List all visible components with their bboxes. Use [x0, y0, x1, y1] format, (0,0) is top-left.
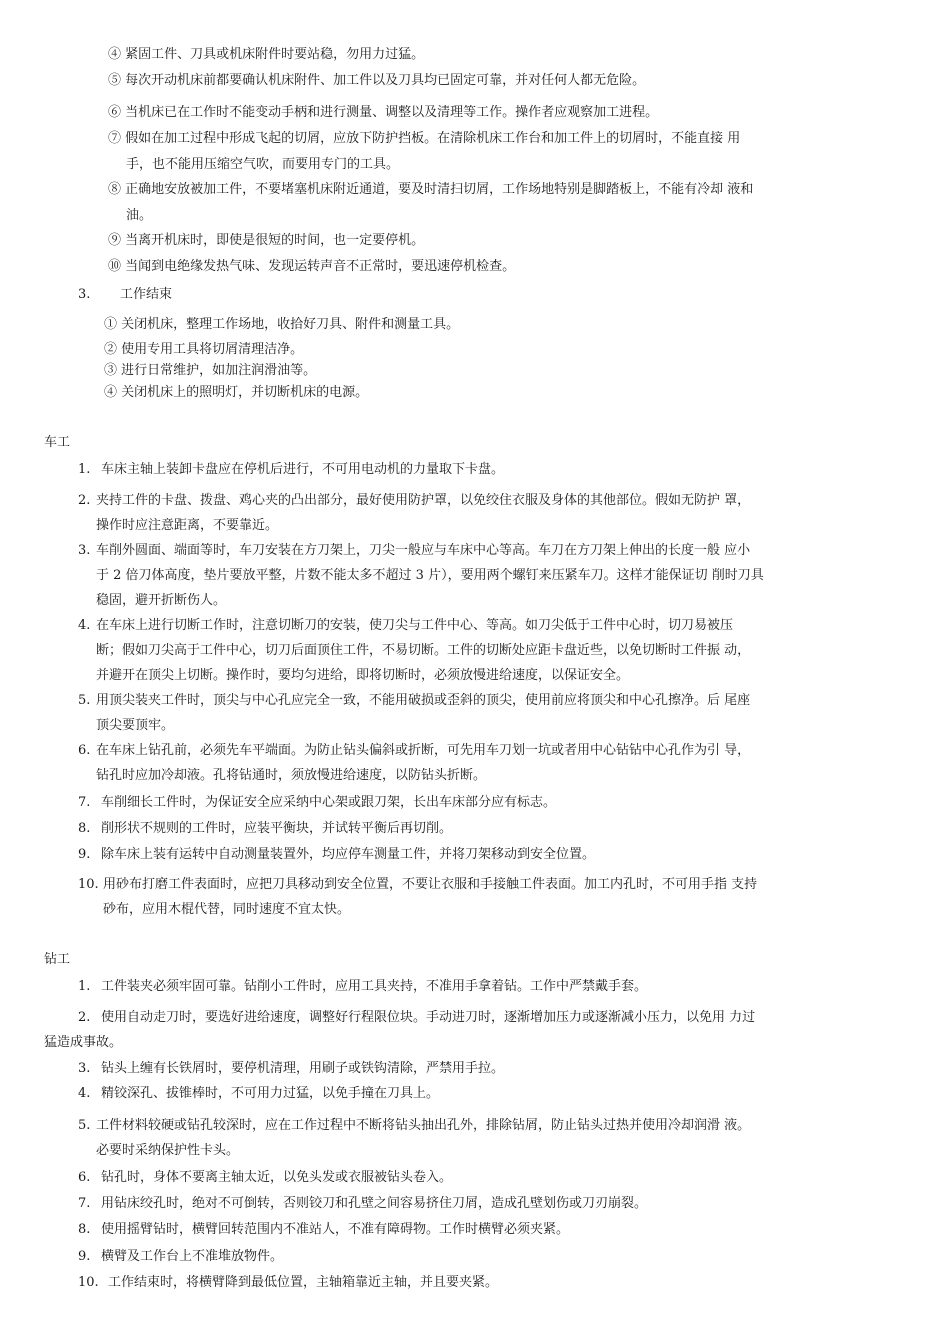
lathe-item-3: 车削外圆面、端面等时，车刀安装在方刀架上，刀尖一般应与车床中心等高。车刀在方刀架上伸出的长度一般 应小 [96, 543, 751, 558]
drill-num-6: 6. [78, 1170, 91, 1185]
drill-item-3: 钻头上缠有长铁屑时，要停机清理，用刷子或铁钩清除，严禁用手拉。 [101, 1061, 505, 1076]
lathe-item-4-cont: 断；假如刀尖高于工件中心，切刀后面顶住工件，不易切断。工件的切断处应距卡盘近些，以免切断时工件振 动， [96, 643, 751, 658]
drill-num-4: 4. [78, 1086, 91, 1101]
section3-number: 3. [78, 287, 91, 302]
section3-item-3: ③ 进行日常维护，如加注润滑油等。 [104, 363, 317, 378]
lathe-num-1: 1. [78, 462, 91, 477]
lathe-num-6: 6. [78, 743, 91, 758]
top-item-7-cont: 手，也不能用压缩空气吹，而要用专门的工具。 [126, 157, 400, 172]
drill-num-1: 1. [78, 979, 91, 994]
drill-item-4: 精铰深孔、拔锥棒时，不可用力过猛，以免手撞在刀具上。 [101, 1086, 440, 1101]
lathe-item-7: 车削细长工件时，为保证安全应采纳中心架或跟刀架，长出车床部分应有标志。 [101, 795, 557, 810]
section3-title: 工作结束 [120, 287, 173, 302]
drill-item-8: 使用摇臂钻时，横臂回转范围内不准站人，不准有障碍物。工作时横臂必须夹紧。 [101, 1222, 570, 1237]
lathe-item-6-cont: 钻孔时应加冷却液。孔将钻通时，须放慢进给速度，以防钻头折断。 [96, 768, 487, 783]
lathe-item-9: 除车床上装有运转中自动测量装置外，均应停车测量工件，并将刀架移动到安全位置。 [101, 847, 596, 862]
section3-item-4: ④ 关闭机床上的照明灯，并切断机床的电源。 [104, 385, 369, 400]
drill-num-7: 7. [78, 1196, 91, 1211]
lathe-item-5-cont: 顶尖要顶牢。 [96, 718, 175, 733]
lathe-item-4: 在车床上进行切断工作时，注意切断刀的安装，使刀尖与工件中心、等高。如刀尖低于工件中心时，切刀易被压 [96, 618, 734, 633]
drill-item-2-cont: 猛造成事故。 [44, 1035, 123, 1050]
lathe-item-2: 夹持工件的卡盘、拨盘、鸡心夹的凸出部分，最好使用防护罩，以免绞住衣服及身体的其他部位。假如无防护 罩， [96, 493, 751, 508]
lathe-num-9: 9. [78, 847, 91, 862]
top-item-9: ⑨ 当离开机床时，即使是很短的时间，也一定要停机。 [108, 233, 425, 248]
top-item-8-cont: 油。 [126, 208, 153, 223]
drill-num-3: 3. [78, 1061, 91, 1076]
drill-heading: 钻工 [44, 952, 71, 967]
lathe-item-1: 车床主轴上装卸卡盘应在停机后进行，不可用电动机的力量取下卡盘。 [101, 462, 505, 477]
lathe-num-3: 3. [78, 543, 91, 558]
lathe-item-4-cont: 并避开在顶尖上切断。操作时，要均匀进给，即将切断时，必须放慢进给速度，以保证安全。 [96, 668, 630, 683]
drill-item-9: 横臂及工作台上不准堆放物件。 [101, 1249, 284, 1264]
drill-item-7: 用钻床绞孔时，绝对不可倒转，否则铰刀和孔壁之间容易挤住刀屑，造成孔壁划伤或刀刃崩裂。 [101, 1196, 648, 1211]
top-item-10: ⑩ 当闻到电绝缘发热气味、发现运转声音不正常时，要迅速停机检查。 [108, 259, 516, 274]
lathe-item-3-cont: 稳固，避开折断伤人。 [96, 593, 227, 608]
lathe-item-10-cont: 砂布，应用木棍代替，同时速度不宜太快。 [103, 902, 351, 917]
top-item-5: ⑤ 每次开动机床前都要确认机床附件、加工件以及刀具均已固定可靠，并对任何人都无危险。 [108, 73, 646, 88]
top-item-8: ⑧ 正确地安放被加工件，不要堵塞机床附近通道，要及时清扫切屑，工作场地特别是脚踏板上，不能有冷却 液和 [108, 182, 754, 197]
top-item-6: ⑥ 当机床已在工作时不能变动手柄和进行测量、调整以及清理等工作。操作者应观察加工进程。 [108, 105, 659, 120]
lathe-heading: 车工 [44, 435, 71, 450]
lathe-num-7: 7. [78, 795, 91, 810]
drill-num-5: 5. [78, 1118, 91, 1133]
lathe-item-3-cont: 于 2 倍刀体高度，垫片要放平整，片数不能太多不超过 3 片），要用两个螺钉来压紧车刀。这样才能保证切 削时刀具 [96, 568, 764, 583]
top-item-4: ④ 紧固工件、刀具或机床附件时要站稳，勿用力过猛。 [108, 47, 425, 62]
drill-num-2: 2. [78, 1010, 91, 1025]
drill-num-10: 10. [78, 1275, 99, 1290]
lathe-num-5: 5. [78, 693, 91, 708]
drill-item-1: 工件装夹必须牢固可靠。钻削小工件时，应用工具夹持，不准用手拿着钻。工作中严禁戴手套。 [101, 979, 648, 994]
lathe-item-2-cont: 操作时应注意距离，不要靠近。 [96, 518, 279, 533]
lathe-item-10: 用砂布打磨工件表面时，应把刀具移动到安全位置，不要让衣服和手接触工件表面。加工内孔时，不可用手指 支持 [103, 877, 758, 892]
drill-item-5: 工件材料较硬或钻孔较深时，应在工作过程中不断将钻头抽出孔外，排除钻屑，防止钻头过热并使用冷却润滑 液。 [96, 1118, 751, 1133]
lathe-item-8: 削形状不规则的工件时，应装平衡块，并试转平衡后再切削。 [101, 821, 453, 836]
drill-num-9: 9. [78, 1249, 91, 1264]
lathe-num-4: 4. [78, 618, 91, 633]
drill-num-8: 8. [78, 1222, 91, 1237]
drill-item-2: 使用自动走刀时，要选好进给速度，调整好行程限位块。手动进刀时，逐渐增加压力或逐渐减小压力，以免用 力过 [101, 1010, 756, 1025]
drill-item-6: 钻孔时，身体不要离主轴太近，以免头发或衣服被钻头卷入。 [101, 1170, 453, 1185]
lathe-num-2: 2. [78, 493, 91, 508]
section3-item-2: ② 使用专用工具将切屑清理洁净。 [104, 342, 304, 357]
drill-item-10: 工作结束时，将横臂降到最低位置，主轴箱靠近主轴，并且要夹紧。 [108, 1275, 499, 1290]
section3-item-1: ① 关闭机床，整理工作场地，收拾好刀具、附件和测量工具。 [104, 317, 460, 332]
top-item-7: ⑦ 假如在加工过程中形成飞起的切屑，应放下防护挡板。在清除机床工作台和加工件上的切屑时，不能直接 用 [108, 131, 741, 146]
lathe-num-8: 8. [78, 821, 91, 836]
lathe-item-6: 在车床上钻孔前，必须先车平端面。为防止钻头偏斜或折断，可先用车刀划一坑或者用中心钻钻中心孔作为引 导， [96, 743, 751, 758]
drill-item-5-cont: 必要时采纳保护性卡头。 [96, 1143, 240, 1158]
lathe-item-5: 用顶尖装夹工件时，顶尖与中心孔应完全一致，不能用破损或歪斜的顶尖，使用前应将顶尖和中心孔擦净。后 尾座 [96, 693, 751, 708]
lathe-num-10: 10. [78, 877, 99, 892]
